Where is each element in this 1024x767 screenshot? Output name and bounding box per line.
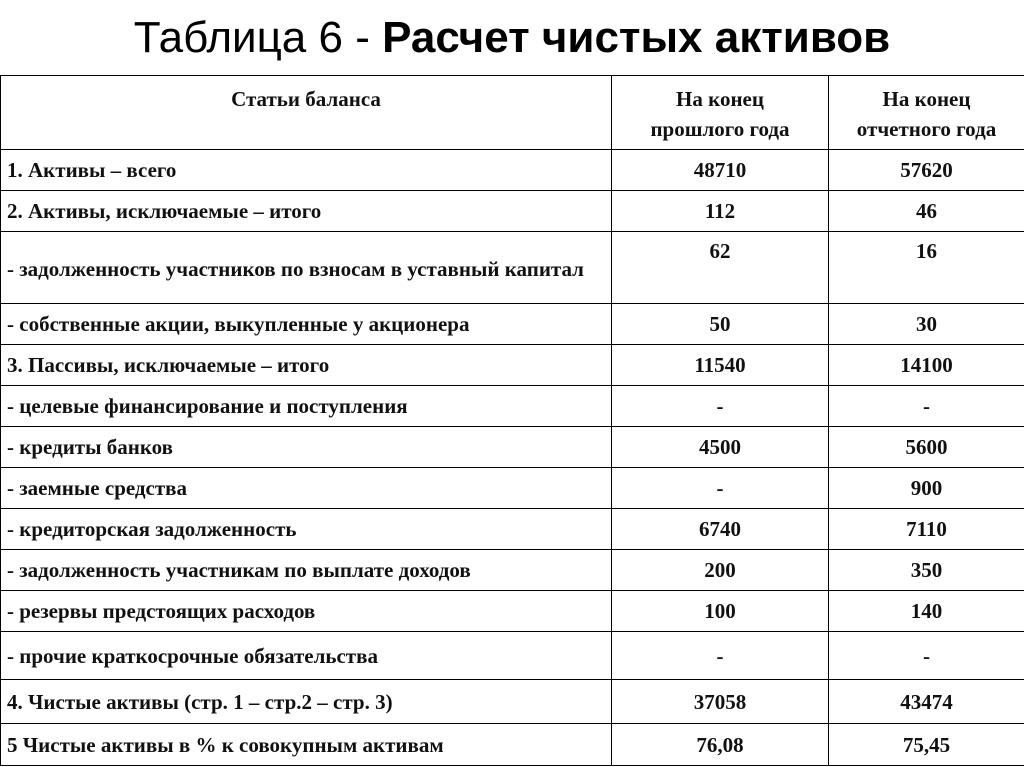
row-prev-value: 100 xyxy=(612,591,829,632)
table-row xyxy=(1,232,1024,304)
row-curr-value: 900 xyxy=(829,468,1024,509)
table-row xyxy=(1,150,1024,191)
row-label: - целевые финансирование и поступления xyxy=(1,386,612,427)
row-label: 3. Пассивы, исключаемые – итого xyxy=(1,345,612,386)
row-label: - задолженность участников по взносам в уставный капитал xyxy=(1,232,612,304)
row-prev-value: 11540 xyxy=(612,345,829,386)
row-curr-value: 43474 xyxy=(829,680,1024,724)
row-prev-value: 6740 xyxy=(612,509,829,550)
net-assets-table xyxy=(0,75,1024,766)
row-prev-value: 37058 xyxy=(612,680,829,724)
table-row xyxy=(1,427,1024,468)
header-curr-year-line2: отчетного года xyxy=(856,117,997,141)
header-prev-year-line1: На конец xyxy=(676,87,764,111)
table-row xyxy=(1,468,1024,509)
row-curr-value: - xyxy=(829,632,1024,680)
row-curr-value: 350 xyxy=(829,550,1024,591)
row-prev-value: 48710 xyxy=(612,150,829,191)
title-prefix: Таблица 6 - xyxy=(133,13,383,62)
row-curr-value: - xyxy=(829,386,1024,427)
row-prev-value: 4500 xyxy=(612,427,829,468)
row-prev-value: 76,08 xyxy=(612,724,829,766)
row-label: - резервы предстоящих расходов xyxy=(1,591,612,632)
header-prev-year-line2: прошлого года xyxy=(650,117,790,141)
row-prev-value: 62 xyxy=(612,232,829,304)
row-label: 1. Активы – всего xyxy=(1,150,612,191)
row-label: 2. Активы, исключаемые – итого xyxy=(1,191,612,232)
row-curr-value: 14100 xyxy=(829,345,1024,386)
table-row xyxy=(1,632,1024,680)
row-prev-value: 200 xyxy=(612,550,829,591)
row-label: 4. Чистые активы (стр. 1 – стр.2 – стр. 3) xyxy=(1,680,612,724)
row-curr-value: 5600 xyxy=(829,427,1024,468)
row-label: - прочие краткосрочные обязательства xyxy=(1,632,612,680)
row-curr-value: 75,45 xyxy=(829,724,1024,766)
row-prev-value: 112 xyxy=(612,191,829,232)
header-curr-year-line1: На конец xyxy=(882,87,971,111)
row-label: - собственные акции, выкупленные у акционера xyxy=(1,304,612,345)
row-prev-value: - xyxy=(612,632,829,680)
header-balance-items: Статьи баланса xyxy=(1,76,612,150)
row-curr-value: 7110 xyxy=(829,509,1024,550)
row-prev-value: - xyxy=(612,468,829,509)
row-prev-value: 50 xyxy=(612,304,829,345)
table-row xyxy=(1,680,1024,724)
title-main: Расчет чистых активов xyxy=(382,13,891,62)
table-row xyxy=(1,304,1024,345)
table-header-row xyxy=(1,76,1024,150)
row-label: - кредиты банков xyxy=(1,427,612,468)
table-row xyxy=(1,550,1024,591)
header-prev-year xyxy=(612,76,829,150)
page-title xyxy=(0,8,1024,68)
row-curr-value: 30 xyxy=(829,304,1024,345)
row-prev-value: - xyxy=(612,386,829,427)
table-row xyxy=(1,386,1024,427)
row-curr-value: 140 xyxy=(829,591,1024,632)
table-row xyxy=(1,191,1024,232)
table-row xyxy=(1,591,1024,632)
table-row xyxy=(1,724,1024,766)
row-label: - заемные средства xyxy=(1,468,612,509)
row-label: 5 Чистые активы в % к совокупным активам xyxy=(1,724,612,766)
row-curr-value: 46 xyxy=(829,191,1024,232)
row-curr-value: 16 xyxy=(829,232,1024,304)
row-label: - задолженность участникам по выплате доходов xyxy=(1,550,612,591)
table-row xyxy=(1,345,1024,386)
row-curr-value: 57620 xyxy=(829,150,1024,191)
header-curr-year xyxy=(829,76,1024,150)
table-row xyxy=(1,509,1024,550)
row-label: - кредиторская задолженность xyxy=(1,509,612,550)
